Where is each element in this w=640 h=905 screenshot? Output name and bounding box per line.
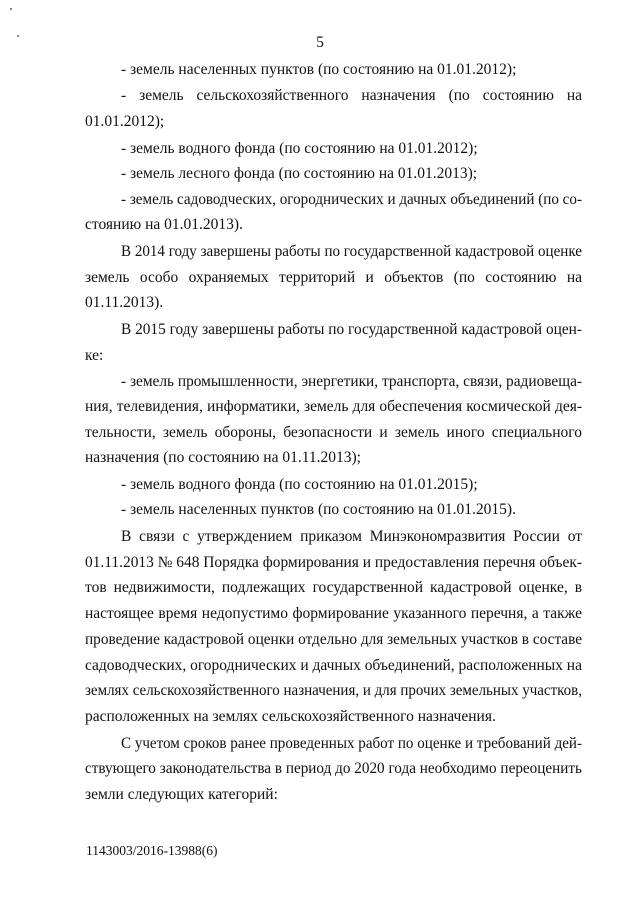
text-line: - земель промышленности, энергетики, транспорта, связи, радиовеща-: [121, 373, 583, 390]
text-line: - земель населенных пунктов (по состоянию на 01.01.2015).: [121, 501, 516, 518]
text-line: 01.11.2013 № 648 Порядка формирования и предоставления перечня объек-: [85, 554, 583, 571]
text-line: - земель населенных пунктов (по состоянию на 01.01.2012);: [121, 61, 517, 78]
text-line: земель особо охраняемых территорий и объектов (по состоянию на: [85, 269, 583, 286]
text-line: проведение кадастровой оценки отдельно для земельных участков в составе: [85, 631, 583, 648]
text-line: ке:: [85, 347, 104, 364]
text-line: - земель лесного фонда (по состоянию на 01.01.2013);: [121, 165, 478, 182]
text-line: 01.11.2013).: [85, 294, 164, 311]
text-line: В 2015 году завершены работы по государственной кадастровой оцен-: [121, 321, 583, 338]
text-line: ствующего законодательства в период до 2020 года необходимо переоценить: [85, 760, 582, 777]
text-line: С учетом сроков ранее проведенных работ по оценке и требований дей-: [121, 735, 583, 752]
text-line: - земель садоводческих, огороднических и дачных объединений (по со-: [121, 191, 583, 208]
text-line: расположенных на землях сельскохозяйственного назначения.: [85, 708, 496, 725]
text-line: назначения (по состоянию на 01.11.2013);: [85, 449, 361, 466]
text-line: стоянию на 01.01.2013).: [85, 216, 243, 233]
document-id-footer: 1143003/2016-13988(6): [86, 843, 218, 858]
text-line: 01.01.2012);: [85, 113, 165, 130]
text-line: В связи с утверждением приказом Минэкономразвития России от: [121, 528, 583, 545]
text-line: настоящее время недопустимо формирование указанного перечня, а также: [85, 605, 582, 622]
text-line: В 2014 году завершены работы по государственной кадастровой оценке: [121, 243, 583, 260]
page-number: 5: [316, 34, 324, 51]
text-line: - земель водного фонда (по состоянию на 01.01.2015);: [121, 476, 478, 493]
text-line: земли следующих категорий:: [85, 786, 278, 803]
text-line: садоводческих, огороднических и дачных объединений, расположенных на: [85, 657, 582, 674]
text-line: тельности, земель обороны, безопасности и земель иного специального: [85, 424, 583, 441]
text-line: тов недвижимости, подлежащих государственной кадастровой оценке, в: [85, 579, 583, 596]
text-line: землях сельскохозяйственного назначения, и для прочих земельных участков,: [85, 682, 582, 699]
scan-speck: [17, 35, 19, 37]
text-line: - земель водного фонда (по состоянию на 01.01.2012);: [121, 140, 478, 157]
text-line: ния, телевидения, информатики, земель для обеспечения космической дея-: [85, 398, 583, 415]
text-line: - земель сельскохозяйственного назначения (по состоянию на: [121, 87, 583, 104]
scan-speck: [10, 8, 12, 10]
